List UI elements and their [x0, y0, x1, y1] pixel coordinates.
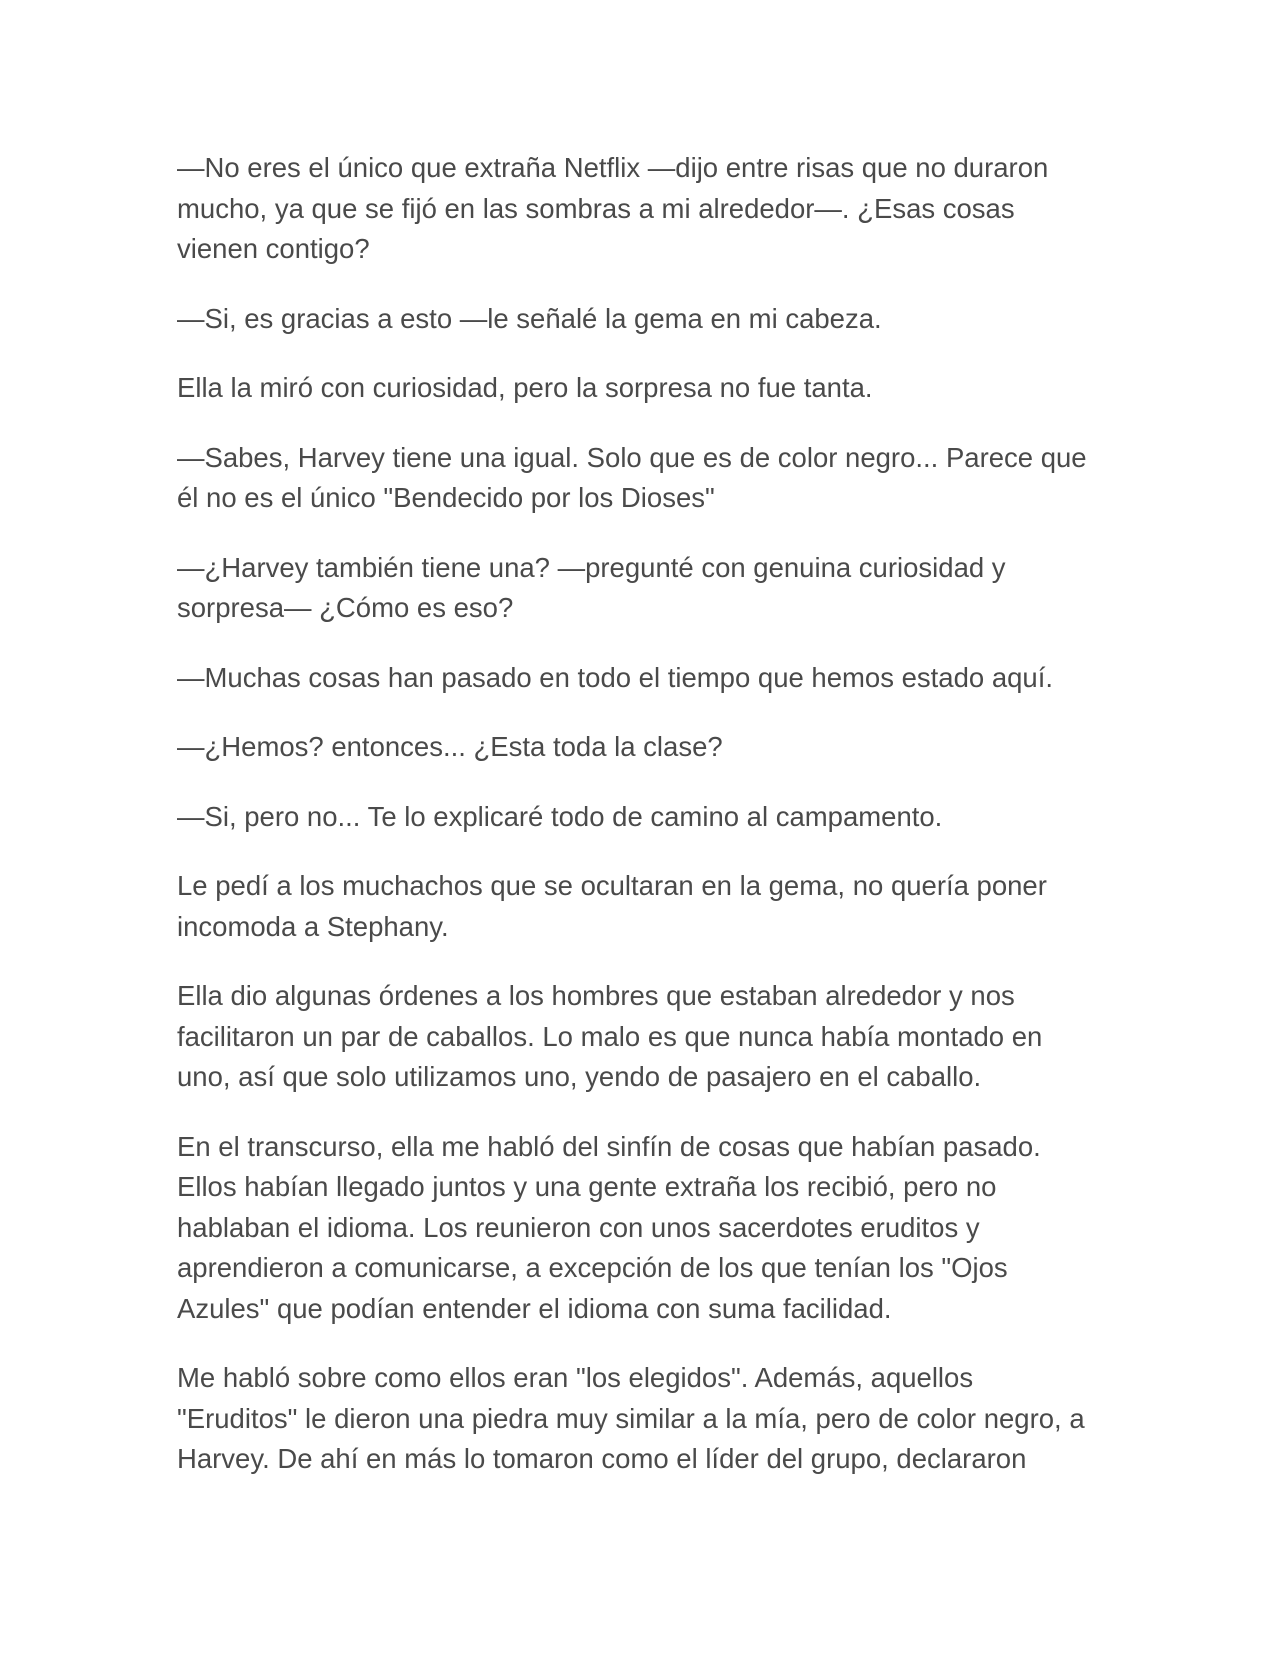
paragraph: Me habló sobre como ellos eran "los elegidos". Además, aquellos "Eruditos" le dieron una piedra muy similar a la mía, pero de color negro, a Harvey. De ahí en más lo tomaron como el líder del grupo, declararon — [177, 1362, 1085, 1474]
paragraph: —Sabes, Harvey tiene una igual. Solo que es de color negro... Parece que él no es el único "Bendecido por los Dioses" — [177, 441, 1087, 513]
paragraph: Ella la miró con curiosidad, pero la sorpresa no fue tanta. — [177, 372, 873, 403]
paragraph: Ella dio algunas órdenes a los hombres que estaban alrededor y nos facilitaron un par de caballos. Lo malo es que nunca había montado en uno, así que solo utilizamos uno, yendo de pasajero en el caballo. — [177, 980, 1043, 1092]
paragraph: —¿Hemos? entonces... ¿Esta toda la clase? — [177, 731, 723, 762]
paragraph: —Si, pero no... Te lo explicaré todo de camino al campamento. — [177, 800, 943, 832]
document-page — [177, 148, 1097, 1480]
paragraph: —No eres el único que extraña Netflix —dijo entre risas que no duraron mucho, ya que se fijó en las sombras a mi alrededor—. ¿Esas cosas vienen contigo? — [177, 152, 1049, 264]
paragraph: Le pedí a los muchachos que se ocultaran en la gema, no quería poner incomoda a Stephany. — [177, 870, 1047, 942]
paragraph: —¿Harvey también tiene una? —pregunté con genuina curiosidad y sorpresa— ¿Cómo es eso? — [177, 551, 1006, 623]
paragraph: En el transcurso, ella me habló del sinfín de cosas que habían pasado. Ellos habían llegado juntos y una gente extraña los recibió, pero no hablaban el idioma. Los reunieron con unos sacerdotes eruditos y aprendieron a comunicarse, a excepción de los que tenían los "Ojos Azules" que podían entender el idioma con suma facilidad. — [177, 1130, 1041, 1324]
paragraph: —Si, es gracias a esto —le señalé la gema en mi cabeza. — [177, 302, 882, 334]
paragraph: —Muchas cosas han pasado en todo el tiempo que hemos estado aquí. — [177, 661, 1053, 693]
